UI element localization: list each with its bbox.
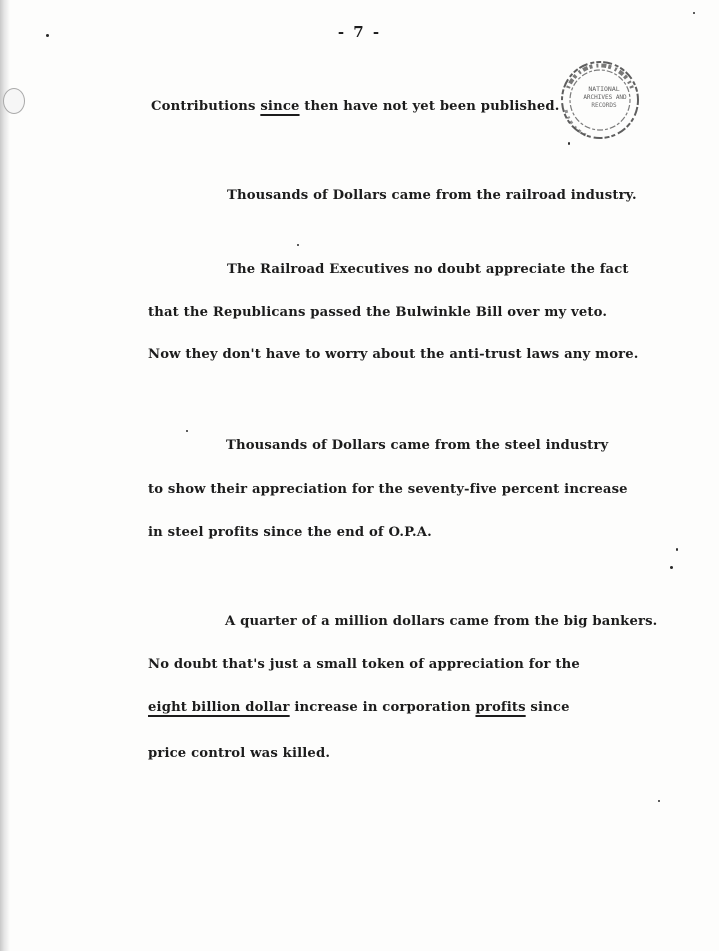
scan-speck — [670, 566, 673, 569]
text-line — [148, 525, 432, 541]
scan-speck — [693, 12, 695, 14]
text-segment: to show their appreciation for the seventy-five percent increase — [148, 482, 628, 497]
text-segment: in steel profits since the end of O.P.A. — [148, 525, 432, 540]
text-segment: since — [525, 700, 570, 715]
text-segment: Thousands of Dollars came from the railroad industry. — [227, 188, 637, 203]
underlined-text: since — [260, 99, 300, 114]
text-line — [227, 188, 637, 204]
text-segment: A quarter of a million dollars came from the big bankers. — [225, 614, 658, 629]
text-segment: that the Republicans passed the Bulwinkle Bill over my veto. — [148, 305, 608, 320]
text-line — [148, 305, 607, 321]
underlined-text: profits — [475, 700, 526, 715]
scan-speck — [297, 244, 299, 246]
text-segment: No doubt that's just a small token of appreciation for the — [148, 657, 580, 672]
stamp-line-2: ARCHIVES AND — [583, 94, 627, 101]
text-segment: The Railroad Executives no doubt appreciate the fact — [227, 262, 629, 277]
scan-speck — [676, 548, 678, 551]
scan-speck — [46, 34, 49, 37]
text-line — [148, 700, 570, 716]
stamp-line-3: RECORDS — [591, 102, 617, 109]
page-number: - 7 - — [337, 23, 382, 41]
stamp-line-1: NATIONAL — [588, 85, 620, 93]
text-segment: then have not yet been published. — [299, 99, 560, 114]
text-segment: price control was killed. — [148, 746, 331, 761]
text-line — [225, 614, 657, 630]
scan-speck — [568, 142, 570, 145]
page-edge-shadow — [0, 0, 10, 951]
text-line — [148, 347, 639, 363]
text-segment: Contributions — [151, 99, 261, 114]
text-segment: Thousands of Dollars came from the steel industry — [226, 438, 609, 453]
scan-speck — [658, 800, 660, 802]
text-line — [227, 262, 629, 278]
text-line — [148, 482, 628, 498]
text-segment: increase in corporation — [289, 700, 476, 715]
underlined-text: eight billion dollar — [148, 700, 290, 715]
text-line — [148, 746, 330, 762]
binder-hole — [3, 88, 25, 114]
text-segment: Now they don't have to worry about the anti-trust laws any more. — [148, 347, 639, 362]
text-line — [226, 438, 608, 454]
scan-speck — [186, 430, 188, 432]
text-line — [151, 99, 560, 115]
archives-stamp — [558, 58, 642, 142]
text-line — [148, 657, 580, 673]
